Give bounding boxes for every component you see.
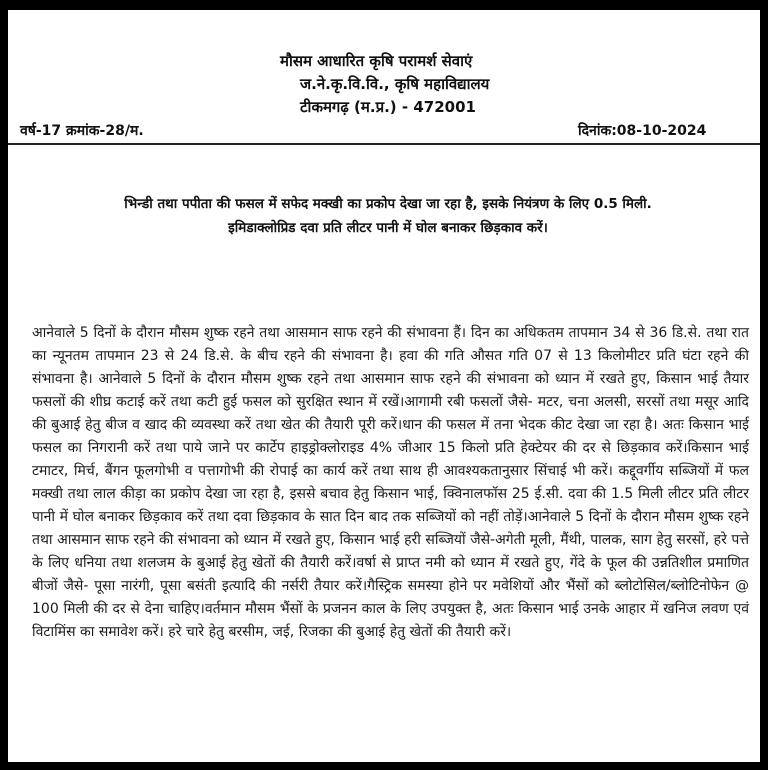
advisory-line-1: भिन्डी तथा पपीता की फसल में सफेद मक्खी का प्रकोप देखा जा रहा है, इसके नियंत्रण के लिए 0.5 मिली. xyxy=(124,196,652,212)
reference-number: वर्ष-17 क्रमांक-28/म. xyxy=(20,123,144,139)
header-institution: ज.ने.कृ.वि.वि., कृषि महाविद्यालय xyxy=(300,75,490,93)
advisory-highlight xyxy=(48,192,728,240)
header-divider xyxy=(8,143,760,145)
header-address: टीकमगढ़ (म.प्र.) - 472001 xyxy=(300,98,476,116)
header-title: मौसम आधारित कृषि परामर्श सेवाएं xyxy=(280,52,473,70)
meta-row xyxy=(8,120,760,142)
document-header xyxy=(8,50,760,119)
advisory-body-paragraph: आनेवाले 5 दिनों के दौरान मौसम शुष्क रहने तथा आसमान साफ रहने की संभावना हैं। दिन का अधिकतम तापमान 34 से 36 डि.से. तथा रात का न्यूनतम तापमान 23 से 24 डि.से. के बीच रहने की संभावना है। हवा की गति औसत गति 07 से 13 किलोमीटर प्रति घंटा रहने की संभावना है। आनेवाले 5 दिनों के दौरान मौसम शुष्क रहने तथा आसमान साफ रहने की संभावना को ध्यान में रखते हुए, किसान भाई तैयार फसलों की शीघ्र कटाई करें तथा कटी हुई फसल को सुरक्षित स्थान में रखें।आगामी रबी फसलों जैसे- मटर, चना अलसी, सरसों तथा मसूर आदि की बुआई हेतु बीज व खाद की व्यवस्था करें तथा खेत की तैयारी पूरी करें।धान की फसल में तना भेदक कीट देखा जा रहा है। अतः किसान भाई फसल का निगरानी करें तथा पाये जाने पर कार्टेप हाइड्रोक्लोराइड 4% जीआर 15 किलो प्रति हेक्टेयर की दर से छिड़काव करें।किसान भाई टमाटर, मिर्च, बैंगन फूलगोभी व पत्तागोभी की रोपाई का कार्य करें तथा साथ ही आवश्यकतानुसार सिंचाई भी करें। कद्दूवर्गीय सब्जियों में फल मक्खी तथा लाल कीड़ा का प्रकोप देखा जा रहा है, इससे बचाव हेतु किसान भाई, क्विनालफॉस 25 ई.सी. दवा की 1.5 मिली लीटर प्रति लीटर पानी में घोल बनाकर छिड़काव करें तथा दवा छिड़काव के सात दिन बाद तक सब्जियों को नहीं तोड़ें।आनेवाले 5 दिनों के दौरान मौसम शुष्क रहने तथा आसमान साफ रहने की संभावना को ध्यान में रखते हुए, किसान भाई हरी सब्जियों जैसे-अगेती मूली, मैंथी, पालक, साग हेतु सरसों, हरे पत्ते के लिए धनिया तथा शलजम के बुआई हेतु खेतों की तैयारी करें।वर्षा से प्राप्त नमी को ध्यान में रखते हुए, गेंदे के फूल की उन्नतिशील प्रमाणित बीजों जैसे- पूसा नारंगी, पूसा बसंती इत्यादि की नर्सरी तैयार करें।गैस्ट्रिक समस्या होने पर मवेशियों और भैंसों को ब्लोटोसिल/ब्लोटिनोफेन @ 100 मिली की दर से देना चाहिए।वर्तमान मौसम भैंसों के प्रजनन काल के लिए उपयुक्त है, अतः किसान भाई उनके आहार में खनिज लवण एवं विटामिंस का समावेश करें। हरे चारे हेतु बरसीम, जई, रिजका की बुआई हेतु खेतों की तैयारी करें। xyxy=(32,325,749,640)
advisory-line-2: इमिडाक्लोप्रिड दवा प्रति लीटर पानी में घोल बनाकर छिड़काव करें। xyxy=(228,220,548,236)
issue-date: दिनांक:08-10-2024 xyxy=(578,123,707,139)
advisory-document xyxy=(8,10,760,762)
